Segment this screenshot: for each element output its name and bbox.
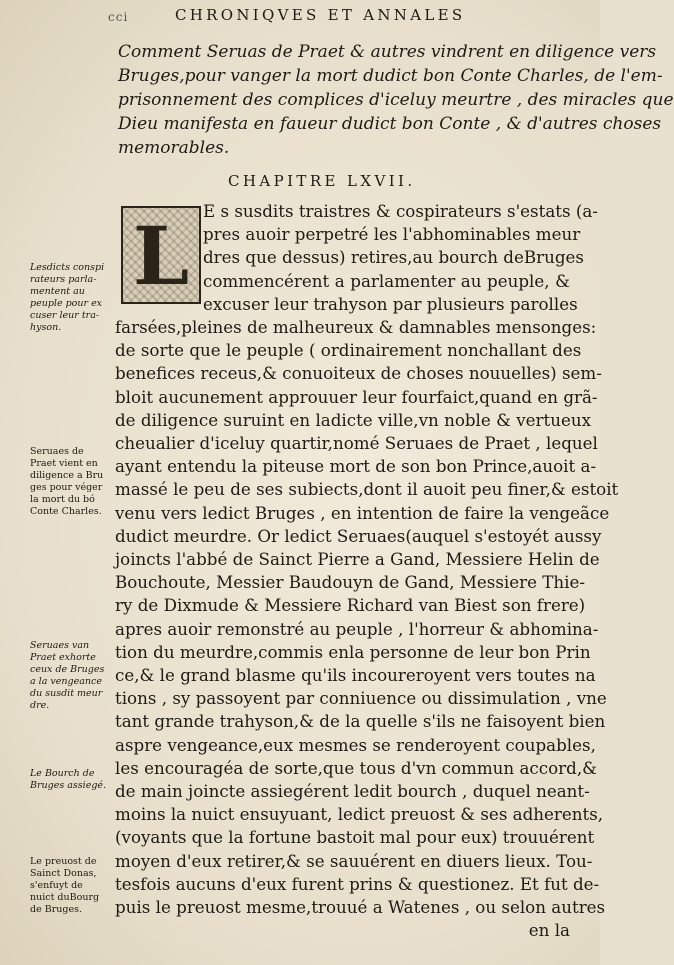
body-line: tant grande trahyson,& de la quelle s'ils ne faisoyent bien [115, 711, 606, 732]
chapter-title-line: memorables. [118, 138, 230, 158]
body-line: cheualier d'iceluy quartir,nomé Seruaes de Praet , lequel [115, 433, 598, 454]
side-note-line: Conte Charles. [30, 506, 102, 517]
body-line: ry de Dixmude & Messiere Richard van Biest son frere) [115, 595, 586, 616]
side-note-line: mentent au [30, 286, 85, 297]
body-line: massé le peu de ses subiects,dont il auoit peu finer,& estoit [115, 479, 619, 500]
side-note-line: Seruaes de [30, 446, 84, 457]
side-note-line: la mort du bó [30, 494, 95, 505]
body-line: excuser leur trahyson par plusieurs parolles [203, 293, 578, 314]
body-line: les encouragéa de sorte,que tous d'vn commun accord,& [115, 757, 597, 778]
side-note-line: cuser leur tra- [30, 310, 100, 321]
side-note-line: Praet exhorte [30, 652, 96, 663]
decorated-initial-letter: L [132, 209, 190, 303]
side-note-line: hyson. [30, 322, 62, 333]
body-line: venu vers ledict Bruges , en intention de faire la vengeãce [115, 502, 610, 523]
body-line: moins la nuict ensuyuant, ledict preuost & ses adherents, [115, 804, 604, 825]
chapter-title-line: Comment Seruas de Praet & autres vindrent en diligence vers [118, 42, 657, 62]
side-note-line: du susdit meur [30, 688, 103, 699]
side-note-line: Lesdicts conspi [30, 262, 105, 273]
side-note-line: peuple pour ex [30, 298, 103, 309]
side-note-line: ges pour véger [30, 482, 103, 493]
body-line: E s susdits traistres & cospirateurs s'estats (a- [203, 201, 598, 221]
body-line: dres que dessus) retires,au bourch deBruges [203, 247, 584, 268]
body-line: Bouchoute, Messier Baudouyn de Gand, Messiere Thie- [115, 572, 586, 593]
body-line: de diligence suruint en ladicte ville,vn noble & vertueux [115, 409, 592, 430]
catchword: en la [528, 920, 570, 941]
side-note-line: rateurs parla- [30, 274, 97, 285]
chapter-title-line: Dieu manifesta en faueur dudict bon Conte , & d'autres choses [118, 114, 662, 134]
running-head: CHRONIQVES ET ANNALES [175, 6, 466, 24]
body-line: pres auoir perpetré les l'abhominables meur [203, 224, 581, 245]
body-line: bloit aucunement approuuer leur fourfaict,quand en grã- [115, 386, 598, 407]
side-note-line: Le preuost de [30, 856, 97, 867]
body-line: joincts l'abbé de Sainct Pierre a Gand, Messiere Helin de [115, 549, 600, 570]
body-text [115, 200, 619, 943]
body-line: benefices receus,& conuoiteux de choses nouuelles) sem- [115, 363, 602, 384]
body-line: tions , sy passoyent par conniuence ou dissimulation , vne [115, 688, 607, 709]
side-note-line: Seruaes van [30, 640, 90, 651]
side-note-line: ceux de Bruges [30, 664, 105, 675]
chapter-title-line: Bruges,pour vanger la mort dudict bon Conte Charles, de l'em- [118, 66, 663, 86]
side-note-line: a la vengeance [30, 676, 102, 687]
body-line: aspre vengeance,eux mesmes se renderoyent coupables, [115, 734, 596, 755]
chapter-label: CHAPITRE LXVII. [228, 172, 416, 190]
side-note-seruaes-arrives [30, 446, 112, 518]
side-note-line: nuict duBourg [30, 892, 100, 903]
body-line: commencérent a parlamenter au peuple, & [203, 270, 570, 291]
side-note-conspirators [30, 262, 112, 334]
side-note-line: dre. [30, 700, 50, 711]
side-note-line: s'enfuyt de [30, 880, 83, 891]
side-note-siege [30, 768, 112, 792]
side-note-line: Praet vient en [30, 458, 98, 469]
body-line: farsées,pleines de malheureux & damnables mensonges: [115, 317, 597, 338]
body-line: tesfois aucuns d'eux furent prins & questionez. Et fut de- [115, 873, 600, 894]
body-line: de main joincte assiegérent ledit bourch , duquel neant- [115, 781, 590, 802]
chapter-title [118, 40, 674, 160]
body-line: tion du meurdre,commis enla personne de leur bon Prin [115, 641, 591, 662]
body-line: moyen d'eux retirer,& se sauuérent en diuers lieux. Tou- [115, 850, 593, 871]
body-line: dudict meurdre. Or ledict Seruaes(auquel s'estoyét aussy [115, 525, 602, 546]
body-line: (voyants que la fortune bastoit mal pour eux) trouuérent [115, 827, 595, 848]
side-note-line: Le Bourch de [30, 768, 95, 779]
side-note-line: Bruges assiegé. [30, 780, 107, 791]
side-note-provost-flees [30, 856, 112, 916]
body-line: ayant entendu la piteuse mort de son bon Prince,auoit a- [115, 456, 597, 477]
side-note-exhortation [30, 640, 112, 712]
body-line: apres auoir remonstré au peuple , l'horreur & abhomina- [115, 618, 599, 639]
side-note-line: Sainct Donas, [30, 868, 97, 879]
side-note-line: diligence a Bru [30, 470, 104, 481]
body-line: de sorte que le peuple ( ordinairement nonchallant des [115, 340, 582, 361]
chapter-title-line: prisonnement des complices d'iceluy meurtre , des miracles que [118, 90, 674, 110]
body-line: ce,& le grand blasme qu'ils incoureroyent vers toutes na [115, 665, 596, 686]
body-line: puis le preuost mesme,trouué a Watenes , ou selon autres [115, 897, 606, 918]
side-note-line: de Bruges. [30, 904, 82, 915]
folio-number: cci [108, 10, 129, 24]
